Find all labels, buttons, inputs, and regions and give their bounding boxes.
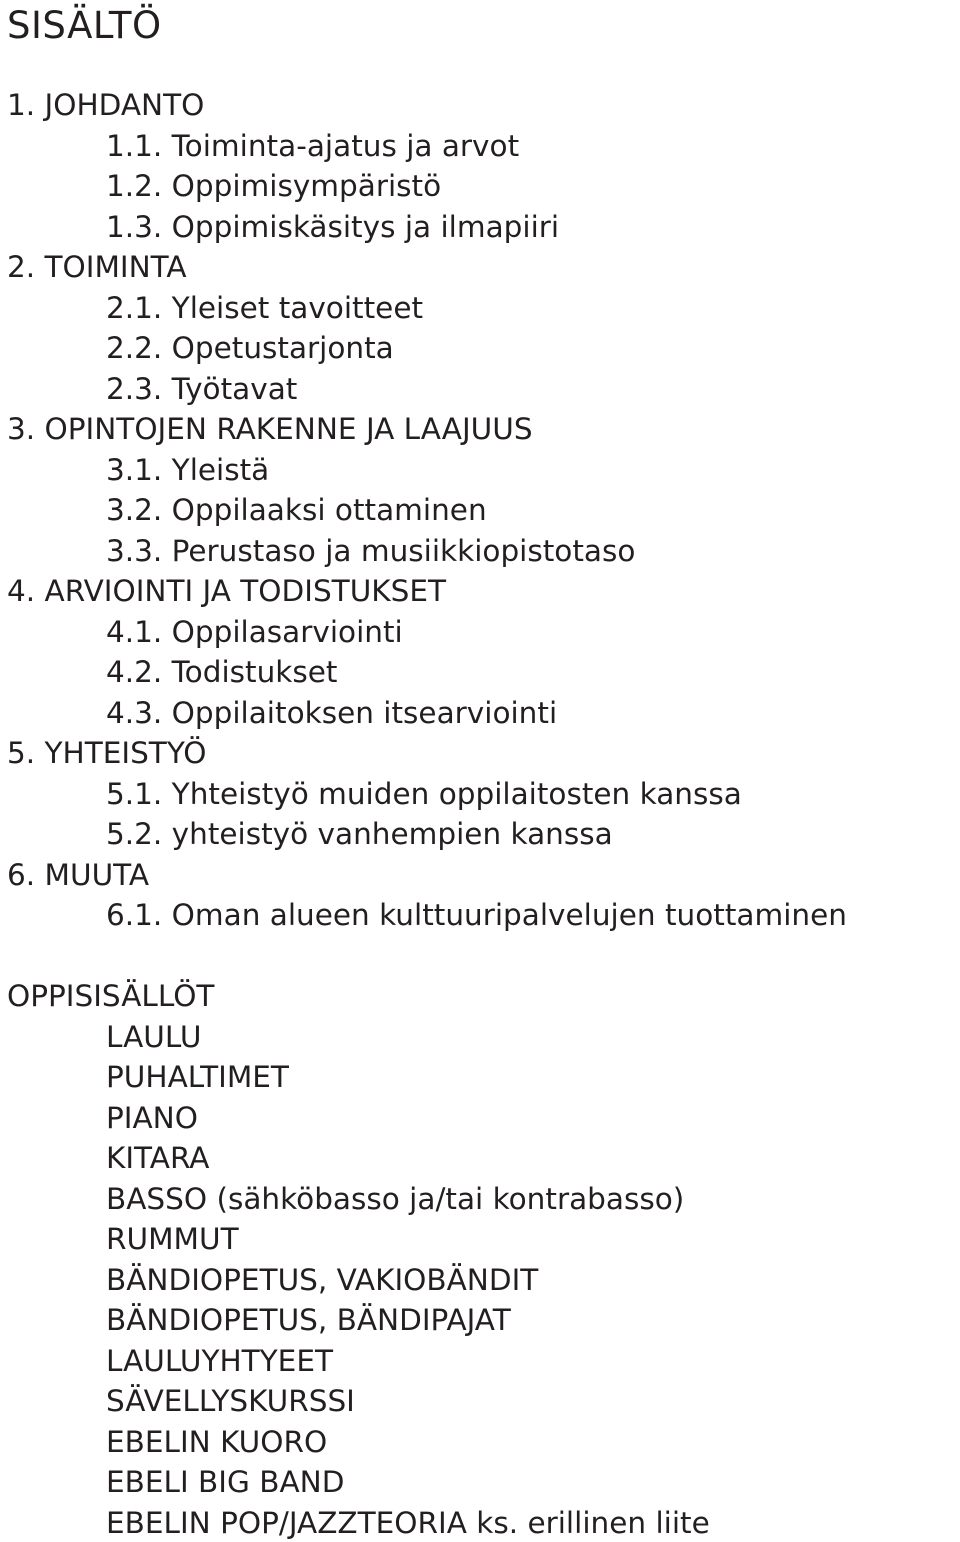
toc-chapter-5: 5. YHTEISTYÖ bbox=[7, 736, 207, 770]
toc-section-1-2: 1.2. Oppimisympäristö bbox=[106, 169, 442, 203]
toc-section-3-1: 3.1. Yleistä bbox=[106, 453, 270, 487]
contents-item-puhaltimet: PUHALTIMET bbox=[106, 1060, 289, 1094]
toc-chapter-3: 3. OPINTOJEN RAKENNE JA LAAJUUS bbox=[7, 412, 533, 446]
contents-item-lauluyhtyeet: LAULUYHTYEET bbox=[106, 1344, 333, 1378]
toc-chapter-4: 4. ARVIOINTI JA TODISTUKSET bbox=[7, 574, 447, 608]
toc-section-5-2: 5.2. yhteistyö vanhempien kanssa bbox=[106, 817, 613, 851]
toc-chapter-6: 6. MUUTA bbox=[7, 858, 150, 892]
toc-section-2-1: 2.1. Yleiset tavoitteet bbox=[106, 291, 424, 325]
contents-item-savellyskurssi: SÄVELLYSKURSSI bbox=[106, 1384, 355, 1418]
toc-chapter-1: 1. JOHDANTO bbox=[7, 88, 205, 122]
toc-section-6-1: 6.1. Oman alueen kulttuuripalvelujen tuottaminen bbox=[106, 898, 847, 932]
contents-item-rummut: RUMMUT bbox=[106, 1222, 239, 1256]
contents-item-laulu: LAULU bbox=[106, 1020, 202, 1054]
toc-section-2-3: 2.3. Työtavat bbox=[106, 372, 298, 406]
toc-section-3-2: 3.2. Oppilaaksi ottaminen bbox=[106, 493, 487, 527]
toc-section-1-1: 1.1. Toiminta-ajatus ja arvot bbox=[106, 129, 520, 163]
toc-section-4-3: 4.3. Oppilaitoksen itsearviointi bbox=[106, 696, 558, 730]
toc-section-3-3: 3.3. Perustaso ja musiikkiopistotaso bbox=[106, 534, 636, 568]
page-title: SISÄLTÖ bbox=[7, 4, 162, 47]
contents-item-bandipajat: BÄNDIOPETUS, BÄNDIPAJAT bbox=[106, 1303, 511, 1337]
toc-section-4-1: 4.1. Oppilasarviointi bbox=[106, 615, 403, 649]
contents-item-pop-jazzteoria: EBELIN POP/JAZZTEORIA ks. erillinen liite bbox=[106, 1506, 710, 1540]
toc-section-4-2: 4.2. Todistukset bbox=[106, 655, 338, 689]
contents-item-basso: BASSO (sähköbasso ja/tai kontrabasso) bbox=[106, 1182, 685, 1216]
toc-section-2-2: 2.2. Opetustarjonta bbox=[106, 331, 394, 365]
toc-section-5-1: 5.1. Yhteistyö muiden oppilaitosten kanssa bbox=[106, 777, 742, 811]
contents-item-kitara: KITARA bbox=[106, 1141, 210, 1175]
contents-item-vakiobandit: BÄNDIOPETUS, VAKIOBÄNDIT bbox=[106, 1263, 539, 1297]
toc-chapter-2: 2. TOIMINTA bbox=[7, 250, 187, 284]
contents-item-piano: PIANO bbox=[106, 1101, 198, 1135]
toc-section-1-3: 1.3. Oppimiskäsitys ja ilmapiiri bbox=[106, 210, 560, 244]
contents-item-ebelin-kuoro: EBELIN KUORO bbox=[106, 1425, 328, 1459]
contents-heading: OPPISISÄLLÖT bbox=[7, 979, 215, 1013]
contents-item-big-band: EBELI BIG BAND bbox=[106, 1465, 345, 1499]
